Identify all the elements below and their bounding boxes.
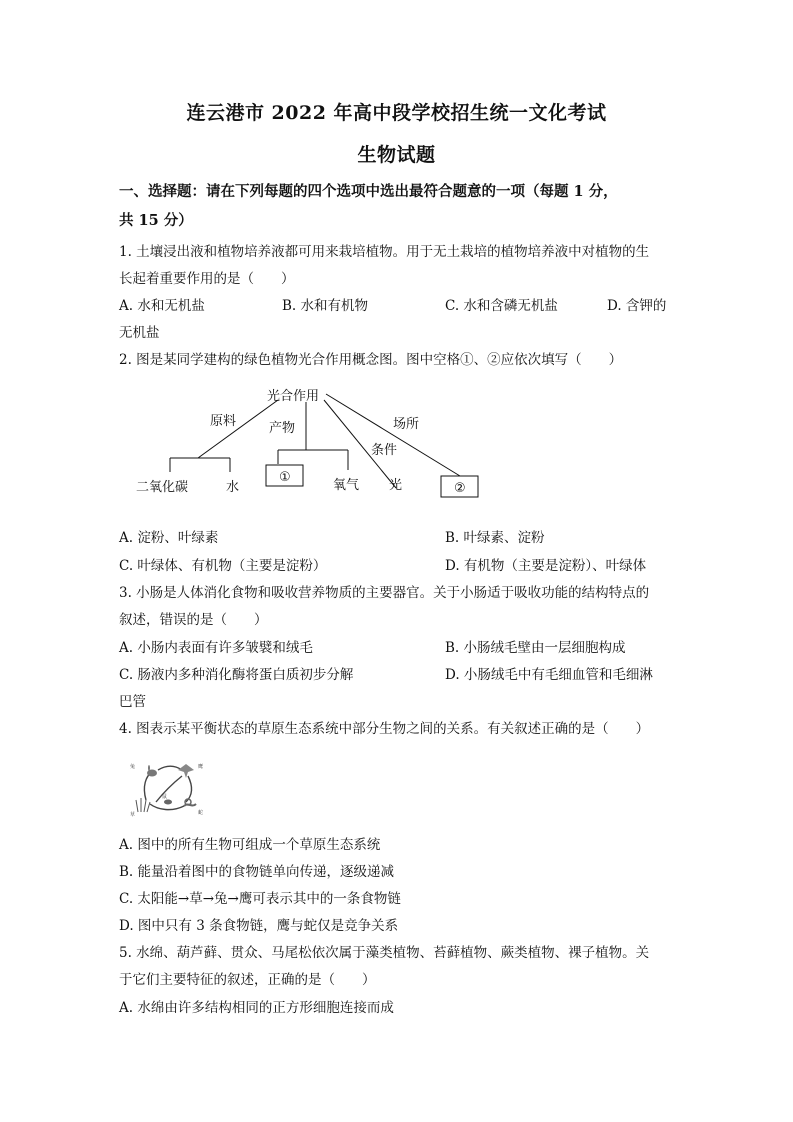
q1-option-c: C. 水和含磷无机盐 [445, 298, 558, 314]
concept-blank-1: ① [279, 470, 291, 485]
q4-option-b: B. 能量沿着图中的食物链单向传递，逐级递减 [119, 864, 395, 880]
q1-option-d-cont: 无机盐 [119, 325, 160, 341]
photosynthesis-concept-map [128, 380, 488, 505]
q1-stem-line1: 1. 土壤浸出液和植物培养液都可用来栽培植物。用于无土栽培的植物培养液中对植物的生 [119, 244, 650, 260]
exam-title: 连云港市 2022 年高中段学校招生统一文化考试 [186, 102, 607, 124]
q3-option-c: C. 肠液内多种消化酶将蛋白质初步分解 [119, 667, 354, 683]
q1-option-b: B. 水和有机物 [282, 298, 369, 314]
q3-option-a: A. 小肠内表面有许多皱襞和绒毛 [119, 640, 313, 656]
q4-stem-line1: 4. 图表示某平衡状态的草原生态系统中部分生物之间的关系。有关叙述正确的是（ ） [119, 721, 650, 737]
q1-stem-line2: 长起着重要作用的是（ ） [119, 271, 295, 287]
q5-stem-line2: 于它们主要特征的叙述，正确的是（ ） [119, 972, 376, 988]
grass-label: 草 [130, 812, 136, 818]
grass-icon [136, 798, 150, 812]
mouse-icon [164, 800, 172, 805]
snake-icon [184, 799, 196, 806]
eagle-label: 鹰 [198, 764, 204, 770]
q2-option-b: B. 叶绿素、淀粉 [445, 530, 545, 546]
q5-option-a: A. 水绵由许多结构相同的正方形细胞连接而成 [119, 1000, 394, 1016]
concept-water-label: 水 [226, 480, 240, 495]
q2-option-c: C. 叶绿体、有机物（主要是淀粉） [119, 558, 327, 574]
q2-stem-line1: 2. 图是某同学建构的绿色植物光合作用概念图。图中空格①、②应依次填写（ ） [119, 352, 623, 368]
q5-stem-line1: 5. 水绵、葫芦藓、贯众、马尾松依次属于藻类植物、苔藓植物、蕨类植物、裸子植物。关 [119, 945, 650, 961]
q3-stem-line2: 叙述，错误的是（ ） [119, 612, 268, 628]
food-web-illustration [128, 758, 208, 820]
concept-root-label: 光合作用 [267, 389, 320, 404]
q2-option-a: A. 淀粉、叶绿素 [119, 530, 219, 546]
q3-option-d-cont: 巴管 [119, 694, 146, 710]
concept-oxygen-label: 氧气 [333, 478, 360, 493]
concept-blank-2: ② [454, 481, 466, 496]
q4-option-c: C. 太阳能→草→兔→鹰可表示其中的一条食物链 [119, 891, 401, 907]
concept-co2-label: 二氧化碳 [136, 480, 189, 495]
section-heading-line1: 一、选择题：请在下列每题的四个选项中选出最符合题意的一项（每题 1 分， [119, 183, 618, 200]
snake-label: 蛇 [198, 810, 204, 816]
concept-raw-material-label: 原料 [210, 414, 237, 429]
q1-option-a: A. 水和无机盐 [119, 298, 205, 314]
exam-subtitle: 生物试题 [357, 144, 436, 166]
rabbit-label: 兔 [130, 764, 136, 770]
q1-option-d: D. 含钾的 [607, 298, 667, 314]
q4-option-d: D. 图中只有 3 条食物链，鹰与蛇仅是竞争关系 [119, 918, 399, 934]
concept-light-label: 光 [389, 478, 403, 493]
q3-option-b: B. 小肠绒毛壁由一层细胞构成 [445, 640, 626, 656]
q2-option-d: D. 有机物（主要是淀粉）、叶绿体 [445, 558, 647, 574]
section-heading-line2: 共 15 分） [119, 212, 193, 229]
rabbit-icon [147, 765, 157, 777]
q4-option-a: A. 图中的所有生物可组成一个草原生态系统 [119, 837, 381, 853]
q3-stem-line1: 3. 小肠是人体消化食物和吸收营养物质的主要器官。关于小肠适于吸收功能的结构特点的 [119, 585, 650, 601]
concept-place-label: 场所 [393, 417, 420, 432]
concept-condition-label: 条件 [371, 443, 398, 458]
concept-product-label: 产物 [269, 421, 296, 436]
eagle-icon [178, 764, 194, 778]
q3-option-d: D. 小肠绒毛中有毛细血管和毛细淋 [445, 667, 653, 683]
mouse-label: 鼠 [162, 794, 168, 800]
